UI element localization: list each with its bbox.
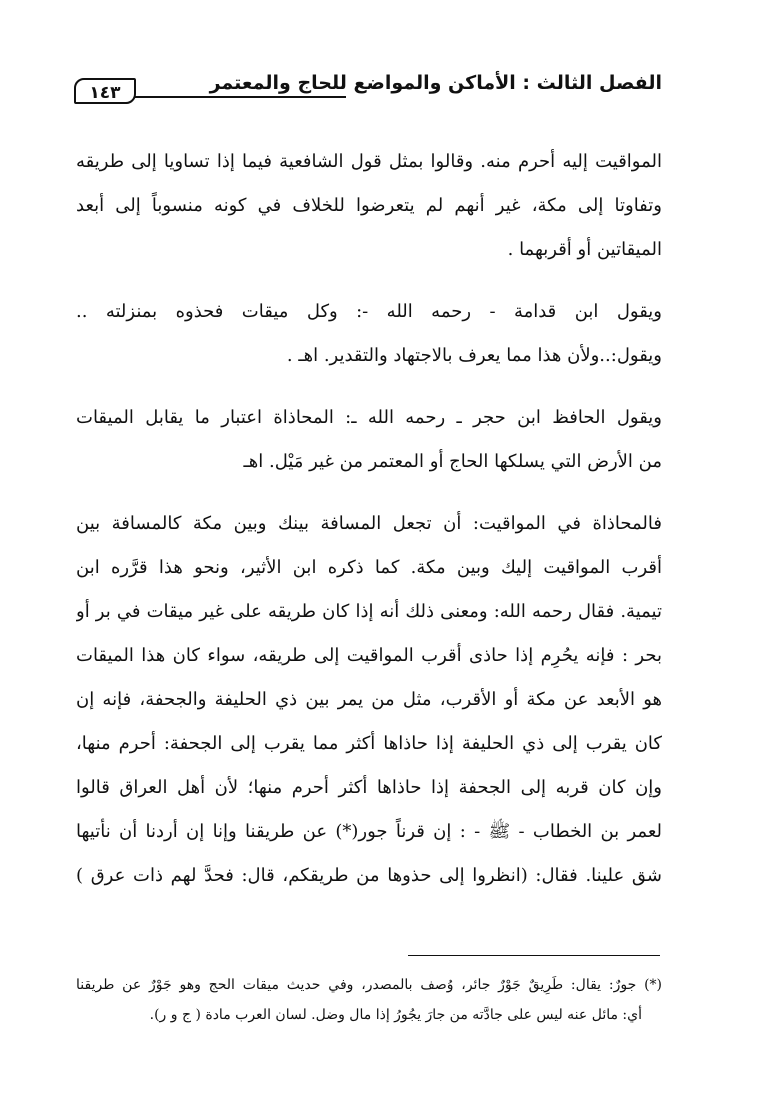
- main-text: [76, 140, 662, 916]
- header-rule: [134, 96, 346, 98]
- text-line: بحر : فإنه يحُرِم إذا حاذى أقرب المواقيت إلى طريقه، سواء كان هذا الميقات: [76, 645, 662, 666]
- page-number: ١٤٣: [74, 78, 136, 104]
- text-line: المواقيت إليه أحرم منه. وقالوا بمثل قول الشافعية فيما إذا تساويا إلى طريقه: [76, 151, 662, 172]
- running-header: [74, 64, 662, 114]
- paragraph: [76, 396, 662, 484]
- text-line: ويقول:..ولأن هذا مما يعرف بالاجتهاد والتقدير. اهـ .: [286, 345, 662, 366]
- text-line: ويقول ابن قدامة - رحمه الله -: وكل ميقات فحذوه بمنزلته ..: [76, 301, 662, 322]
- text-line: أقرب المواقيت إليك وبين مكة. كما ذكره ابن الأثير، ونحو هذا قرَّره ابن: [76, 557, 662, 578]
- text-line: ويقول الحافظ ابن حجر ـ رحمه الله ـ: المحاذاة اعتبار ما يقابل الميقات: [76, 407, 662, 428]
- text-line: وتفاوتا إلى مكة، غير أنهم لم يتعرضوا للخلاف في كونه منسوباً إلى أبعد: [76, 195, 662, 216]
- paragraph: [76, 140, 662, 272]
- chapter-title: الفصل الثالث : الأماكن والمواضع للحاج والمعتمر: [209, 72, 662, 94]
- footnote-rule: [408, 955, 660, 956]
- text-line: فالمحاذاة في المواقيت: أن تجعل المسافة بينك وبين مكة كالمسافة بين: [76, 513, 662, 534]
- footnote: [76, 970, 662, 1030]
- footnote-line: أي: مائل عنه ليس على جادَّته من جارَ يجُورُ إذا مال وضل. لسان العرب مادة ( ج و ر).: [149, 1007, 642, 1023]
- text-line: تيمية. فقال رحمه الله: ومعنى ذلك أنه إذا كان طريقه على غير ميقات في بر أو: [76, 601, 662, 622]
- text-line: من الأرض التي يسلكها الحاج أو المعتمر من غير مَيْل. اهـ: [243, 451, 662, 472]
- text-line: لعمر بن الخطاب - ﷺ - : إن قرناً جور(*) عن طريقنا وإنا إن أردنا أن نأتيها: [76, 821, 662, 842]
- paragraph: [76, 502, 662, 898]
- text-line: وإن كان قربه إلى الجحفة إذا حاذاها أكثر أحرم منها؛ لأن أهل العراق قالوا: [76, 777, 662, 798]
- text-line: شق علينا. فقال: (انظروا إلى حذوها من طريقكم، قال: فحدَّ لهم ذات عرق ): [76, 865, 662, 886]
- paragraph: [76, 290, 662, 378]
- footnote-line: (*) جورٌ: يقال: طَرِيقٌ جَوْرٌ جائر، وُصف بالمصدر، وفي حديث ميقات الحج وهو جَوْرٌ عن طريقنا: [76, 977, 662, 993]
- text-line: هو الأبعد عن مكة أو الأقرب، مثل من يمر بين ذي الحليفة والجحفة، فإنه إن: [76, 689, 662, 710]
- text-line: كان يقرب إلى ذي الحليفة إذا حاذاها أكثر مما يقرب إلى الجحفة: أحرم منها،: [76, 733, 662, 754]
- text-line: الميقاتين أو أقربهما .: [507, 239, 662, 260]
